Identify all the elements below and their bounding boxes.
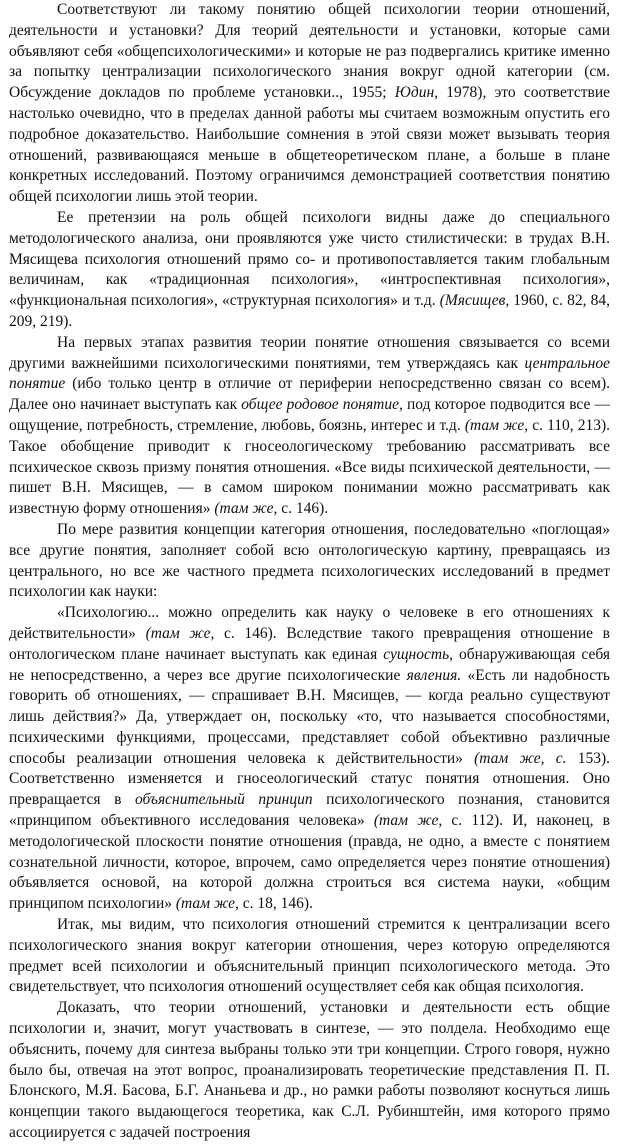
paragraph — [9, 998, 610, 1144]
text-run: Итак, мы видим, что психология отношений стремится к централизации всего психологического знания вокруг категории отношения, через которую определяются предмет всей психологии и объяснительный принцип психологического метода. Это свидетельствует, что психология отношений осуществляет себя как общая психология. — [9, 916, 610, 996]
italic-text: явления. — [406, 666, 462, 684]
text-run: (ибо только центр в отличие от периферии непосредственно связан со всем). Далее оно начинает выступать как — [9, 375, 610, 414]
text-run: Ее претензии на роль общей психологи видны даже до специального методологического анализа, они проявляются уже чисто стилистически: в трудах В.Н. Мясищева психология отношений прямо со- и противопоставляется таким глобальным величинам, как «традиционная психология», «интроспективная психология», «функциональная психология», «структурная психология» и т.д. — [9, 208, 610, 310]
text-run: Соответствуют ли такому понятию общей психологии теории отношений, деятельности и установки? Для теорий деятельности и установки, которые сами объявляют себя «общепсихологическими» и которые не раз подвергались критике именно за попытку централизации психологического знания вокруг одной категории (см. Обсуждение докладов по проблеме установки.., 1955; — [9, 1, 610, 102]
text-run: Доказать, что теории отношений, установки и деятельности есть общие психологии и, значит, могут участвовать в синтезе, — это полдела. Необходимо еще объяснить, почему для синтеза выбраны только эти три концепции. Строго говоря, нужно было бы, отвечая на этот вопрос, проанализировать теоретические представления П. П. Блонского, М.Я. Басова, Б.Г. Ананьева и др., но рамки работы позволяют коснуться лишь концепции такого выдающегося теоретика, как С.Л. Рубинштейн, имя которого прямо ассоциируется с задачей построения — [9, 999, 610, 1142]
italic-text: сущность, — [383, 645, 453, 663]
text-run: 1960, с. 82, 84, 209, 219). — [9, 292, 610, 330]
paragraph — [9, 208, 610, 333]
document-body — [9, 0, 610, 1144]
italic-text: (там же, — [464, 416, 529, 434]
text-run: под которое подводится все — ощущение, потребность, стремление, любовь, боязнь, интерес и т.д. — [9, 396, 611, 434]
paragraph — [9, 603, 610, 915]
paragraph — [9, 915, 610, 998]
text-run: психологического познания, становится «принципом объективного исследования человека» — [9, 791, 610, 830]
paragraph — [9, 0, 610, 208]
paragraph — [9, 520, 610, 603]
text-run: обнаруживающая себя не непосредственно, а через все другие психологические — [9, 645, 610, 684]
italic-text: (там же, — [373, 812, 443, 830]
text-run: «Есть ли надобность говорить об отношениях, — спрашивает В.Н. Мясищев, — когда реально существуют лишь действия?» Да, утверждает он, поскольку «то, что называется способностями, психическими функциями, процессами, представляет собой объективно различные способы реализации отношения человека к действительности» — [9, 666, 610, 767]
italic-text: объяснительный принцип — [134, 791, 313, 809]
italic-text: (там же, — [214, 500, 278, 518]
text-run: с. 146). Вследствие такого превращения отношение в онтологическом плане начинает выступать как единая — [9, 624, 610, 663]
italic-text: (Мясищев, — [439, 292, 510, 310]
text-run: с. 112). И, наконец, в методологической плоскости понятие отношения (правда, не одно, а вместе с понятием сознательной личности, которое, впрочем, само определяется через понятие отношения) объявляется основой, на которой должна строиться вся система науки, «общим принципом психологии» — [9, 812, 610, 913]
italic-text: (там же, — [145, 624, 215, 642]
italic-text: Юдин, — [394, 84, 439, 102]
italic-text: общее родовое понятие, — [241, 396, 403, 414]
italic-text: центральное понятие — [9, 354, 610, 393]
text-run: с. 110, 213). Такое обобщение приводит к гносеологическому требованию рассматривать все психическое сквозь призму понятия отношения. «Все виды психической деятельности, — пишет В.Н. Мясищев, — в самом широком понимании можно рассматривать как известную форму отношения» — [9, 416, 611, 518]
paragraph — [9, 333, 610, 520]
text-run: По мере развития концепции категория отношения, последовательно «поглощая» все другие понятия, заполняет собой всю онтологическую картину, превращаясь из центрального, но все же частного предмета психологических исследований в предмет психологии как науки: — [9, 520, 610, 601]
text-run: с. 146). — [277, 500, 329, 518]
italic-text: (там же, с. — [474, 749, 567, 767]
text-run: На первых этапах развития теории понятие отношения связывается со всеми другими важнейшими психологическими понятиями, тем утверждаясь как — [9, 333, 610, 372]
italic-text: (там же, — [175, 895, 239, 913]
text-run: «Психологию... можно определить как науку о человеке в его отношениях к действительности» — [9, 604, 610, 642]
text-run: 1978), это соответствие настолько очевидно, что в пределах данной работы мы считаем возможным опустить его подробное доказательство. Наибольшие сомнения в этой связи может вызывать теория отношений, развивающаяся меньше в общетеоретическом плане, а больше в плане конкретных исследований. Поэтому ограничимся демонстрацией соответствия понятию общей психологии лишь этой теории. — [9, 84, 610, 206]
text-run: с. 18, 146). — [238, 895, 313, 913]
text-run: 153). Соответственно изменяется и гносеологический статус понятия отношения. Оно превращается в — [9, 749, 610, 809]
